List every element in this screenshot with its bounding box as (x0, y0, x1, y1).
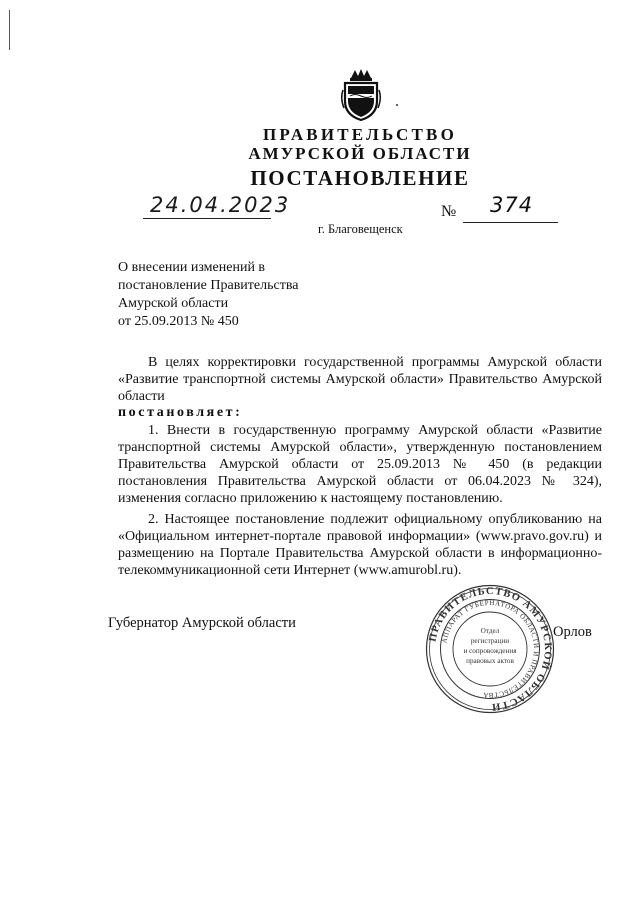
handwritten-date: 24.04.2023 (150, 193, 291, 217)
number-label: № (441, 203, 457, 220)
item-1-paragraph: 1. Внести в государственную программу Амурской области «Развитие транспортной системы Амурской области», утвержденную постановлением Правительства Амурской области от 25.09.2013 № 450 (в редакции постановления Правительства Амурской области от 06.04.2023 № 324), изменения согласно приложению к настоящему постановлению. (118, 423, 602, 506)
seal-center-line: Отдел (480, 627, 500, 635)
coat-of-arms-icon (339, 68, 383, 122)
government-heading: ПРАВИТЕЛЬСТВО (263, 125, 457, 144)
date-underline (143, 218, 271, 219)
subject-line: Амурской области (118, 296, 229, 311)
scan-dot (396, 104, 398, 106)
subject-line: постановление Правительства (118, 278, 299, 293)
preamble-paragraph: В целях корректировки государственной программы Амурской области «Развитие транспортной системы Амурской области» Правительство Амурской области (118, 355, 602, 404)
city: г. Благовещенск (318, 222, 403, 236)
signatory-surname: Орлов (553, 624, 592, 640)
number-underline (463, 222, 558, 223)
document-subject (118, 259, 298, 331)
scan-edge-mark (9, 10, 10, 50)
seal-inner-ring-text: АППАРАТ ГУБЕРНАТОРА ОБЛАСТИ И ПРАВИТЕЛЬСТВА (440, 598, 541, 700)
seal-outer-ring-text: ПРАВИТЕЛЬСТВО АМУРСКОЙ ОБЛАСТИ (427, 585, 554, 713)
region-heading: АМУРСКОЙ ОБЛАСТИ (248, 144, 472, 163)
seal-center-line: правовых актов (466, 657, 514, 665)
subject-line: О внесении изменений в (118, 260, 266, 275)
signatory-position: Губернатор Амурской области (108, 615, 296, 631)
document-type-title: ПОСТАНОВЛЕНИЕ (250, 166, 470, 190)
seal-center-line: и сопровождения (463, 647, 517, 655)
official-seal-stamp (424, 583, 556, 715)
item-2-paragraph: 2. Настоящее постановление подлежит официальному опубликованию на «Официальном интернет-портале правовой информации» (www.pravo.gov.ru) и размещению на Портале Правительства Амурской области в информационно-телекоммуникационной сети Интернет (www.amurobl.ru). (118, 512, 602, 578)
seal-center-line: регистрации (470, 637, 510, 645)
decree-word: постановляет: (118, 405, 243, 420)
handwritten-number: 374 (490, 193, 534, 217)
subject-line: от 25.09.2013 № 450 (118, 314, 239, 329)
